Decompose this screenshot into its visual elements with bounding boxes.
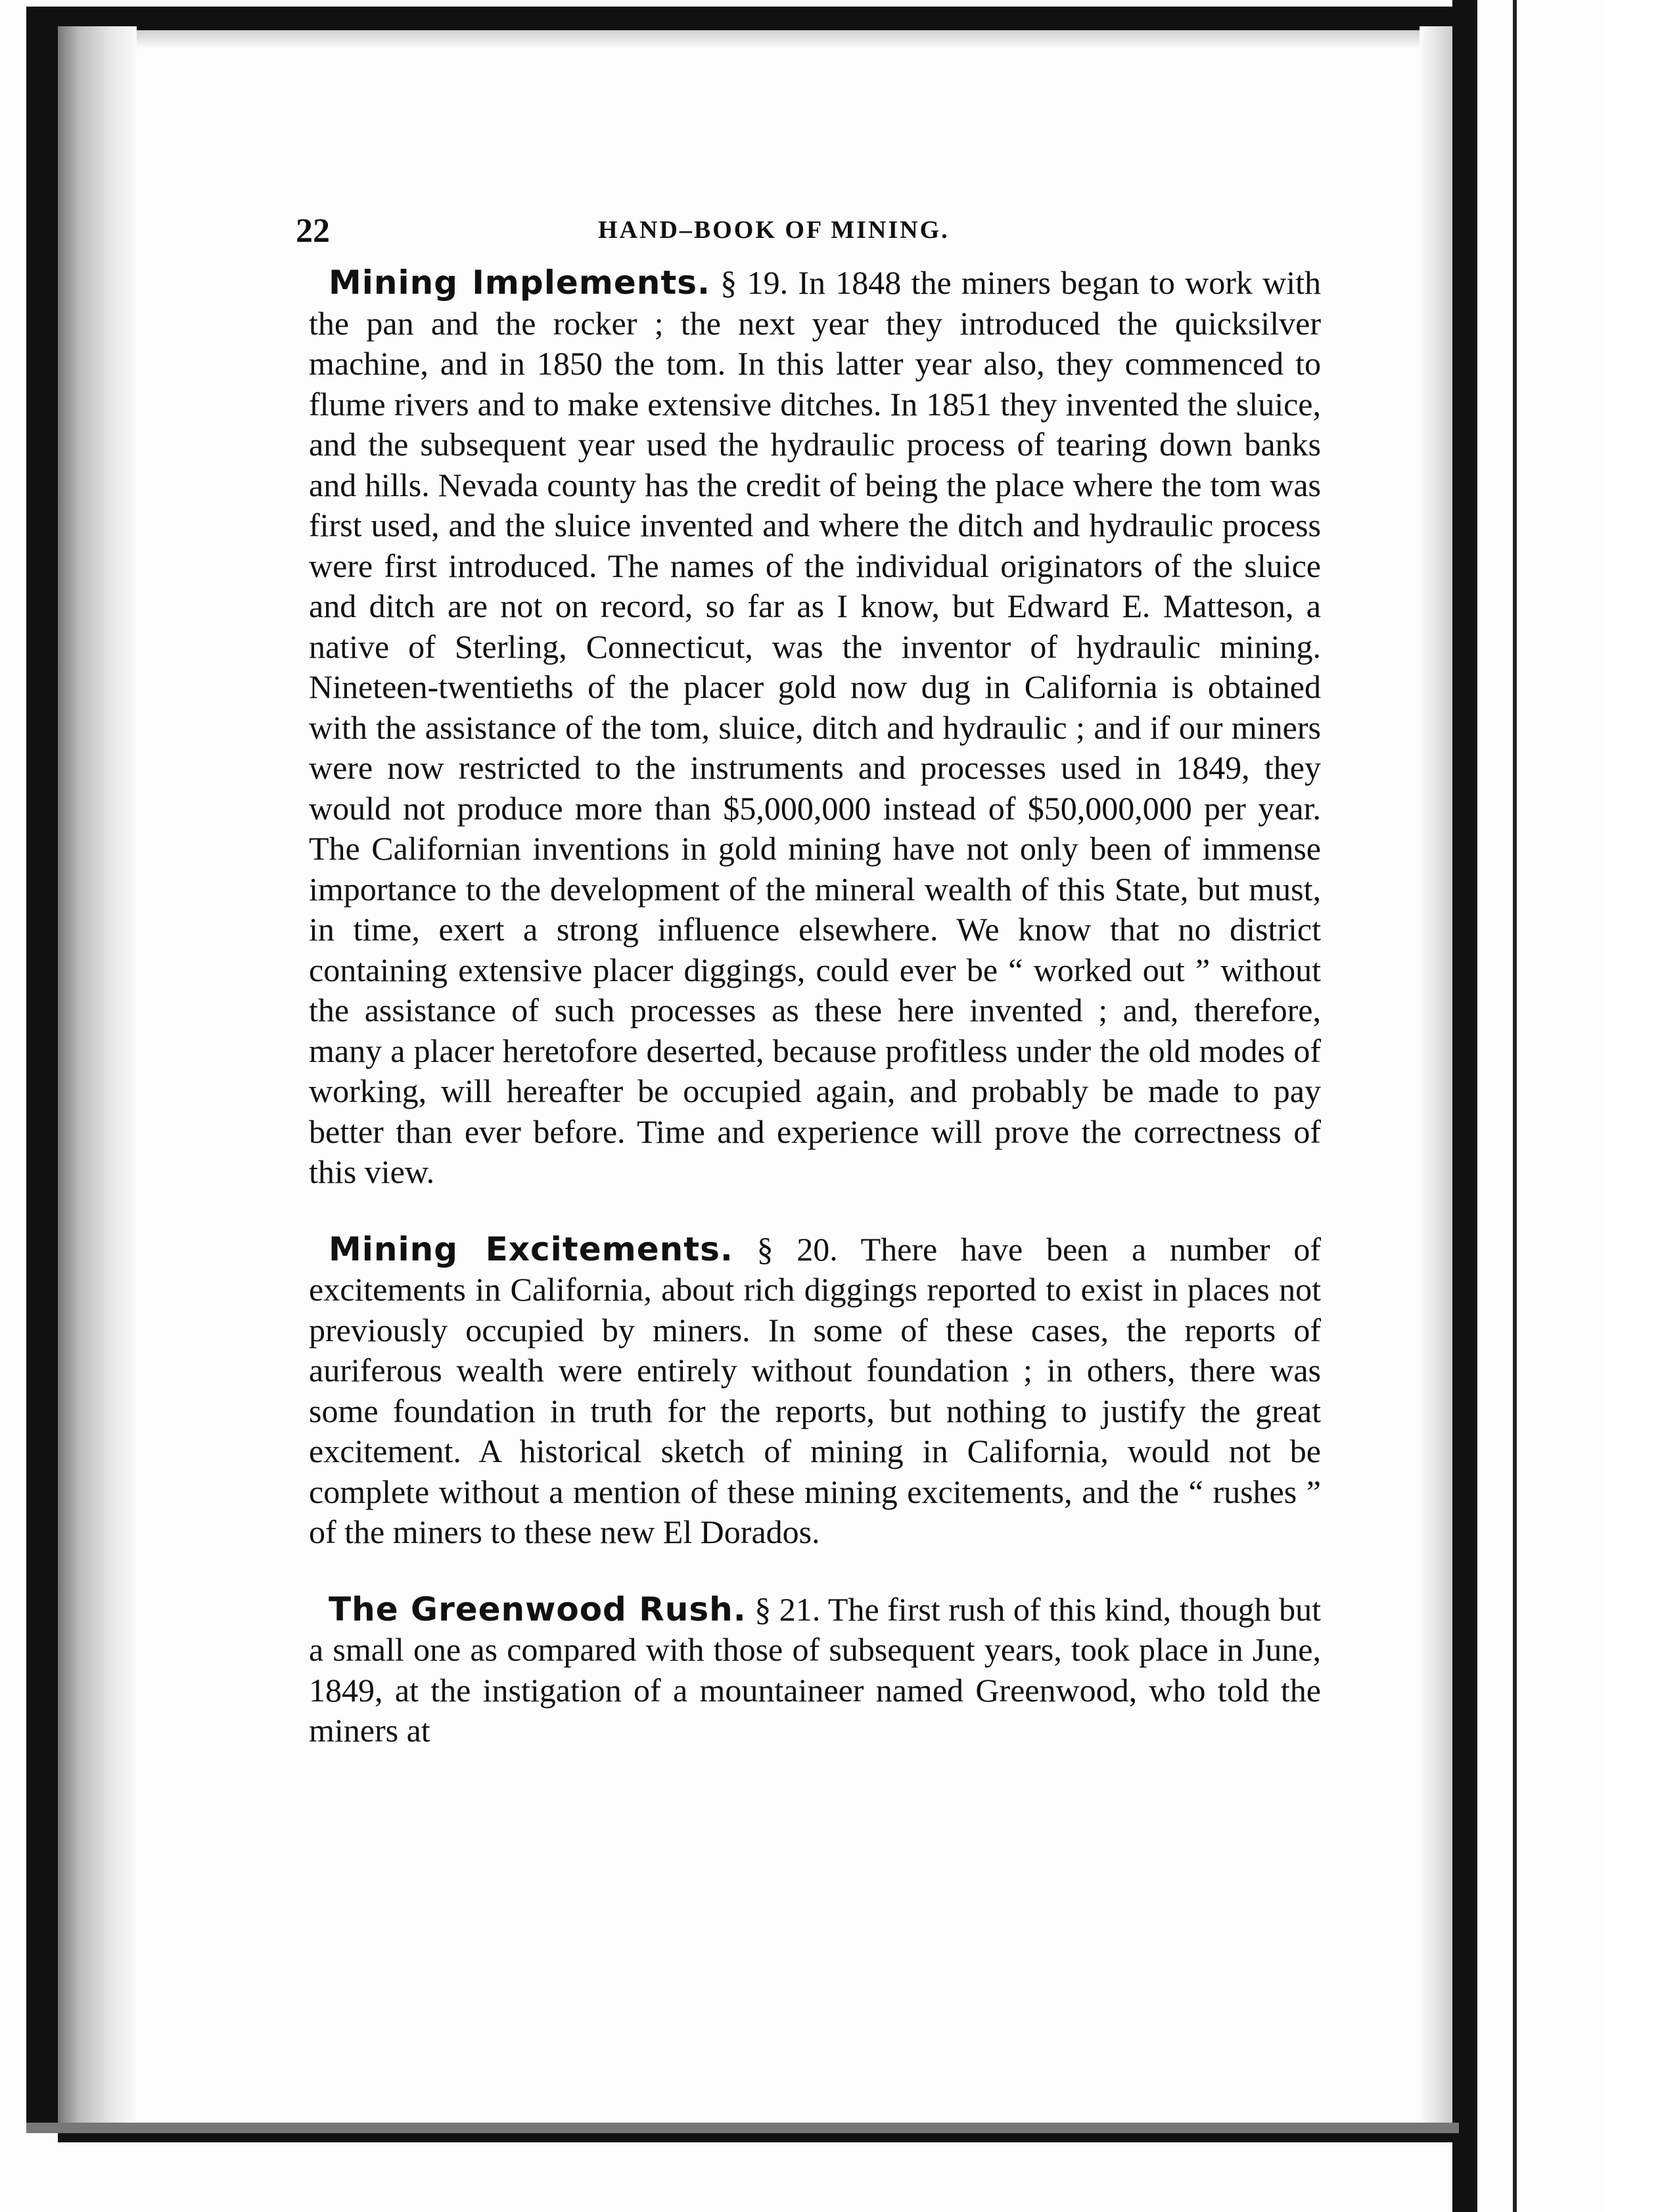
section-heading: Mining Excitements. (329, 1230, 733, 1268)
scan-margin-right (1604, 0, 1664, 2212)
scan-shadow-right (1420, 26, 1452, 2129)
section-number: § 19. (720, 264, 789, 301)
page-number: 22 (296, 212, 330, 250)
section-greenwood-rush (309, 1590, 1321, 1751)
page-body (309, 263, 1321, 1751)
adjacent-page-edge (1513, 0, 1517, 2212)
scan-shadow-bottom (26, 2123, 1459, 2133)
section-number: § 21. (754, 1590, 821, 1628)
section-text: The first rush of this kind, though but a small one as compared with those of subsequent years, took place in June, 1849, at the instigation of a mountaineer named Greenwood, who told the miners at (309, 1590, 1322, 1749)
section-mining-implements (309, 263, 1321, 1193)
scan-border-left (26, 26, 58, 2129)
running-head: HAND–BOOK OF MINING. (598, 216, 950, 244)
section-heading: Mining Implements. (329, 264, 711, 302)
scan-border-top (26, 7, 1459, 30)
page-header (296, 212, 1321, 251)
scan-shadow-top (58, 30, 1459, 49)
section-text: In 1848 the miners began to work with the pan and the rocker ; the next year they introduced the quicksilver machine, and in 1850 the tom. In this latter year also, they commenced to flume rivers and to make extensive ditches. In 1851 they invented the sluice, and the subsequent year used the hydraulic process of tearing down banks and hills. Nevada county has the credit of being the place where the tom was first used, and the sluice invented and where the ditch and hydraulic process were first introduced. The names of the individual originators of the sluice and ditch are not on record, so far as I know, but Edward E. Matteson, a native of Sterling, Connecticut, was the inventor of hydraulic mining. Nineteen-twentieths of the placer gold now dug in California is obtained with the assistance of the tom, sluice, ditch and hydraulic ; and if our miners were now restricted to the instruments and processes used in 1849, they would not produce more than $5,000,000 instead of $50,000,000 per year. The Californian inventions in gold mining have not only been of immense importance to the development of the mineral wealth of this State, but must, in time, exert a strong influence elsewhere. We know that no district containing extensive placer diggings, could ever be “ worked out ” without the assistance of such processes as these here invented ; and, therefore, many a placer heretofore deserted, because profitless under the old modes of working, will hereafter be occupied again, and probably be made to pay better than ever before. Time and experience will prove the correctness of this view. (309, 264, 1322, 1190)
scan-border-right (1452, 0, 1477, 2212)
scan-shadow-left (58, 26, 110, 2129)
scan-border-bottom (58, 2133, 1459, 2142)
section-mining-excitements (309, 1230, 1321, 1553)
section-number: § 20. (756, 1230, 838, 1268)
scan-shadow-left-inner (110, 26, 137, 2129)
section-heading: The Greenwood Rush. (329, 1590, 747, 1628)
section-text: There have been a number of excitements in California, about rich diggings reported to exist in places not previously occupied by miners. In some of these cases, the reports of auriferous wealth were entirely without foundation ; in others, there was some foundation in truth for the reports, but nothing to justify the great excitement. A historical sketch of mining in California, would not be complete without a mention of these mining excitements, and the “ rushes ” of the miners to these new El Dorados. (309, 1230, 1321, 1550)
